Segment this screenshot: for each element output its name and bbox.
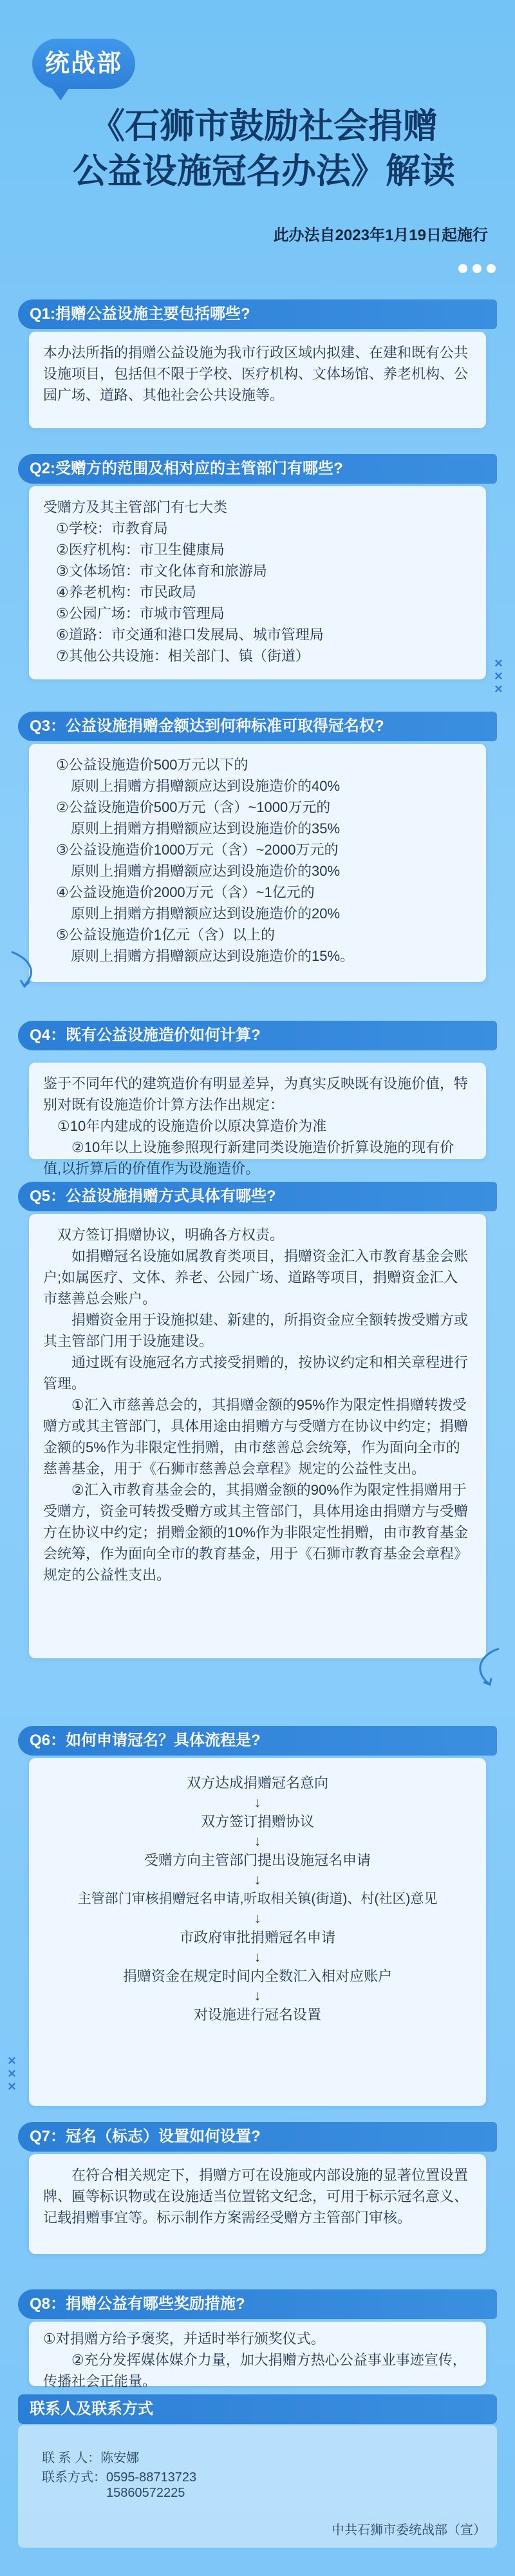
q3-item: 原则上捐赠方捐赠额应达到设施造价的35% <box>71 820 341 837</box>
q2-item: ⑥道路：市交通和港口发展局、城市管理局 <box>56 627 324 643</box>
contact-name: 陈安娜 <box>100 2451 140 2465</box>
flow-step: 受赠方向主管部门提出设施冠名申请 <box>144 1852 371 1868</box>
flow-arrow: ↓ <box>254 1794 261 1810</box>
q8-header: Q8：捐赠公益有哪些奖励措施? <box>18 2289 497 2319</box>
q3-item: ①公益设施造价500万元以下的 <box>56 757 248 773</box>
q8-item: ②充分发挥媒体媒介力量，加大捐赠方热心公益事业事迹宣传，传播社会正能量。 <box>43 2352 467 2389</box>
flow-arrow: ↓ <box>254 1987 261 2003</box>
decor-dot <box>487 264 496 273</box>
q3-item: 原则上捐赠方捐赠额应达到设施造价的30% <box>71 863 341 879</box>
phone-number: 15860572225 <box>106 2486 185 2500</box>
department-signature: 中共石狮市委统战部（宣） <box>332 2523 486 2537</box>
q3-item: 原则上捐赠方捐赠额应达到设施造价的40% <box>71 778 341 794</box>
q7-card <box>29 2154 486 2254</box>
page-title-line2: 公益设施冠名办法》解读 <box>73 152 455 191</box>
q7-header: Q7：冠名（标志）设置如何设置? <box>18 2122 497 2152</box>
q4-card <box>29 1063 486 1177</box>
q1-body: 本办法所指的捐赠公益设施为我市行政区域内拟建、在建和既有公共设施项目，包括但不限于学校、医疗机构、文体场馆、养老机构、公园广场、道路、其他社会公共设施等。 <box>43 345 469 403</box>
q5-paragraph: 通过既有设施冠名方式接受捐赠的，按协议约定和相关章程进行管理。 <box>43 1354 469 1392</box>
flow-arrow: ↓ <box>254 1871 261 1888</box>
q5-card <box>29 1214 486 1658</box>
q3-item: ④公益设施造价2000万元（含）~1亿元的 <box>56 884 315 900</box>
q2-item: ⑦其他公共设施：相关部门、镇（街道） <box>56 648 310 664</box>
q2-header: Q2:受赠方的范围及相对应的主管部门有哪些? <box>18 454 497 484</box>
contact-label: 联 系 人： <box>42 2451 101 2465</box>
q5-paragraph: 双方签订捐赠协议，明确各方权责。 <box>57 1227 285 1243</box>
effective-date: 此办法自2023年1月19日起施行 <box>273 227 488 244</box>
decor-x-marks: × × × <box>494 655 503 697</box>
q2-card <box>29 486 486 679</box>
q3-item: 原则上捐赠方捐赠额应达到设施造价的20% <box>71 905 341 922</box>
flow-arrow: ↓ <box>254 1833 261 1849</box>
flow-step: 对设施进行冠名设置 <box>193 2007 321 2023</box>
q3-item: ⑤公益设施造价1亿元（含）以上的 <box>56 927 275 943</box>
q6-flowchart <box>29 1758 486 2106</box>
decor-dot <box>458 264 467 273</box>
decor-curve-arrow <box>460 1642 509 1690</box>
q8-item: ①对捐赠方给予褒奖，并适时举行颁奖仪式。 <box>43 2331 325 2347</box>
q4-item: ②10年以上设施参照现行新建同类设施造价折算设施的现有价值,以折算后的价值作为设施造价。 <box>43 1139 454 1177</box>
decor-x-marks: × × × <box>8 2052 16 2094</box>
flow-arrow: ↓ <box>254 1910 261 1926</box>
q5-paragraph: ②汇入市教育基金会的，其捐赠金额的90%作为限定性捐赠用于受赠方，资金可转拨受赠方或其主管部门，具体用途由捐赠方与受赠方在协议中约定；捐赠金额的10%作为非限定性捐赠，由市教育基金会统筹，作为面向全市的教育基金，用于《石狮市教育基金会章程》规定的公益性支出。 <box>43 1482 469 1583</box>
q5-paragraph: ①汇入市慈善总会的，其捐赠金额的95%作为限定性捐赠转拨受赠方或其主管部门，具体用途由捐赠方与受赠方在协议中约定；捐赠金额的5%作为非限定性捐赠，由市慈善总会统筹，作为面向全市的慈善基金，用于《石狮市慈善总会章程》规定的公益性支出。 <box>43 1397 469 1477</box>
q6-header: Q6：如何申请冠名？具体流程是? <box>18 1726 497 1756</box>
q2-item: ④养老机构：市民政局 <box>56 584 196 600</box>
q1-card <box>29 332 486 428</box>
phone-number: 0595-88713723 <box>106 2470 197 2485</box>
q2-item: ①学校：市教育局 <box>56 520 168 536</box>
q3-item: ②公益设施造价500万元（含）~1000万元的 <box>56 799 331 815</box>
q3-item: ③公益设施造价1000万元（含）~2000万元的 <box>56 842 339 858</box>
q3-header: Q3：公益设施捐赠金额达到何种标准可取得冠名权? <box>18 712 497 741</box>
q5-paragraph: 如捐赠冠名设施如属教育类项目，捐赠资金汇入市教育基金会账户;如属医疗、文体、养老、公园广场、道路等项目，捐赠资金汇入市慈善总会账户。 <box>43 1248 469 1307</box>
page-title-line1: 《石狮市鼓励社会捐赠 <box>90 107 438 146</box>
flow-step: 主管部门审核捐赠冠名申请,听取相关镇(街道)、村(社区)意见 <box>77 1891 438 1906</box>
q8-card <box>29 2322 486 2389</box>
q4-body: 鉴于不同年代的建筑造价有明显差异，为真实反映既有设施价值，特别对既有设施造价计算方法作出规定： <box>43 1075 469 1113</box>
q5-paragraph: 捐赠资金用于设施拟建、新建的，所捐资金应全额转拨受赠方或其主管部门用于设施建设。 <box>43 1312 469 1349</box>
q2-intro: 受赠方及其主管部门有七大类 <box>43 499 228 515</box>
decor-curve-arrow <box>5 947 50 992</box>
q1-header: Q1:捐赠公益设施主要包括哪些? <box>18 299 497 329</box>
flow-arrow: ↓ <box>254 1949 261 1965</box>
flow-step: 双方签订捐赠协议 <box>200 1814 314 1830</box>
q2-item: ⑤公园广场：市城市管理局 <box>56 605 225 621</box>
flow-step: 双方达成捐赠冠名意向 <box>186 1775 328 1791</box>
q4-header: Q4：既有公益设施造价如何计算? <box>18 1021 497 1050</box>
department-badge: 统战部 <box>32 39 135 89</box>
flow-step: 捐赠资金在规定时间内全数汇入相对应账户 <box>122 1968 392 1984</box>
decor-dot <box>473 264 482 273</box>
phone-label: 联系方式： <box>42 2470 106 2485</box>
flow-step: 市政府审批捐赠冠名申请 <box>179 1929 335 1946</box>
q2-item: ③文体场馆：市文化体育和旅游局 <box>56 563 267 579</box>
contact-person-row <box>42 2447 139 2466</box>
q7-body: 在符合相关规定下，捐赠方可在设施或内部设施的显著位置设置牌、匾等标识物或在设施适当位置铭文纪念，可用于标示冠名意义、记载捐赠事宜等。标示制作方案需经受赠方主管部门审核。 <box>43 2167 469 2226</box>
q3-card <box>29 744 486 982</box>
q5-header: Q5：公益设施捐赠方式具体有哪些? <box>18 1182 497 1211</box>
q2-item: ②医疗机构：市卫生健康局 <box>56 542 225 558</box>
q4-item: ①10年内建成的设施造价以原决算造价为准 <box>57 1118 327 1134</box>
contact-header: 联系人及联系方式 <box>18 2394 497 2424</box>
q3-item: 原则上捐赠方捐赠额应达到设施造价的15%。 <box>71 948 355 964</box>
contact-phone-row <box>42 2467 196 2485</box>
